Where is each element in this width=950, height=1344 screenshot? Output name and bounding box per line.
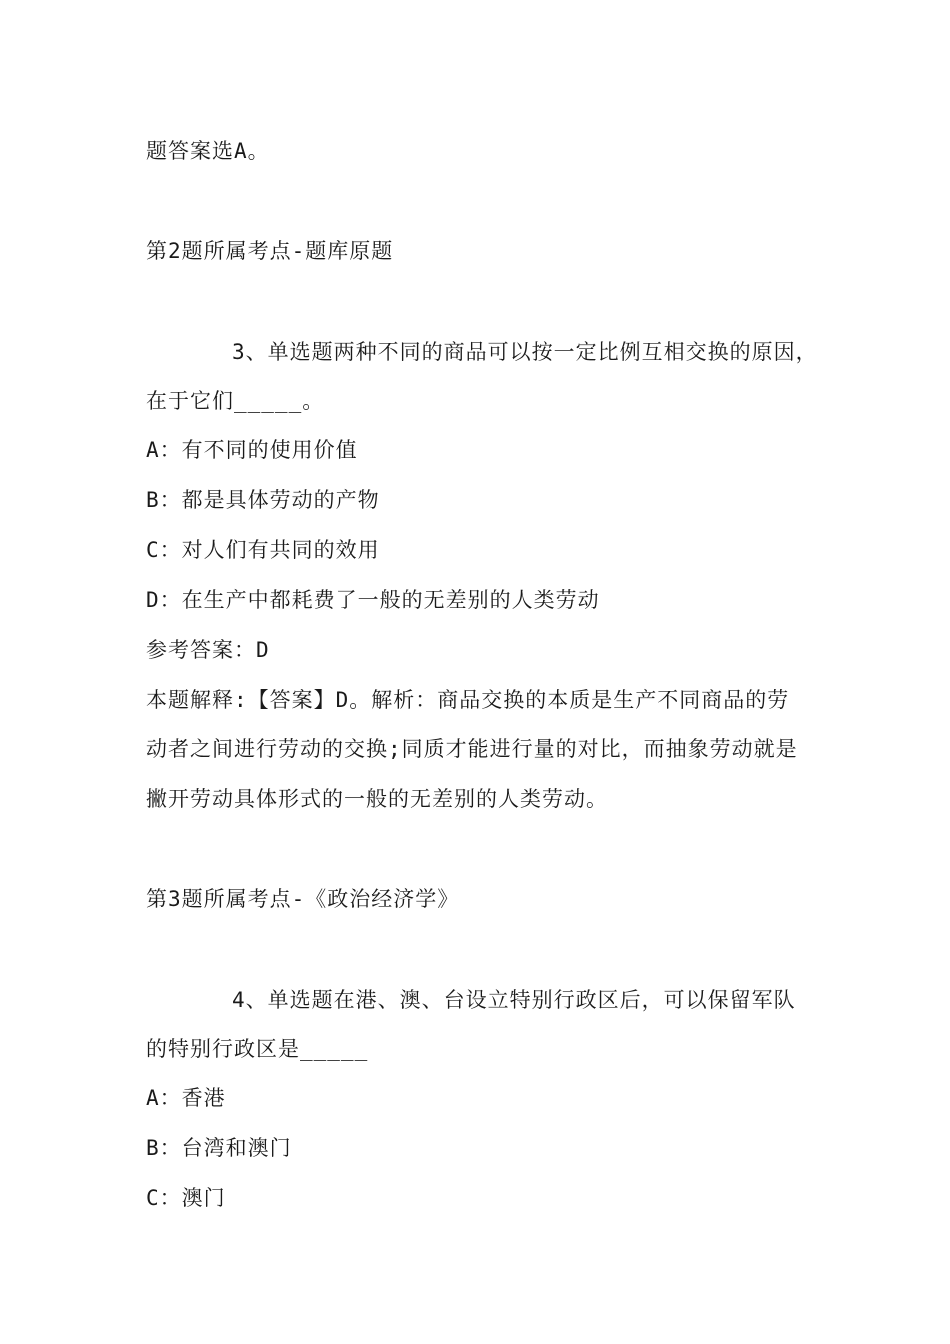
question-2-topic: 第2题所属考点-题库原题	[146, 239, 394, 263]
question-3-option-d: D：在生产中都耗费了一般的无差别的人类劳动	[146, 588, 600, 612]
question-3-option-c: C：对人们有共同的效用	[146, 538, 380, 562]
question-3-explanation-line-1: 本题解释:【答案】D。解析：商品交换的本质是生产不同商品的劳	[146, 688, 790, 712]
question-3-option-a: A：有不同的使用价值	[146, 438, 358, 462]
question-3-option-b: B：都是具体劳动的产物	[146, 488, 380, 512]
question-4-stem-line-2: 的特别行政区是_____	[146, 1037, 369, 1061]
question-3-stem-line-2: 在于它们_____。	[146, 389, 325, 413]
question-3-topic: 第3题所属考点-《政治经济学》	[146, 887, 460, 911]
question-4-option-b: B：台湾和澳门	[146, 1136, 292, 1160]
question-4-stem-line-1: 4、单选题在港、澳、台设立特别行政区后，可以保留军队	[232, 988, 796, 1012]
question-4-option-a: A：香港	[146, 1086, 226, 1110]
previous-answer-tail: 题答案选A。	[146, 139, 270, 163]
question-3-answer: 参考答案：D	[146, 638, 270, 662]
question-3-stem-line-1: 3、单选题两种不同的商品可以按一定比例互相交换的原因，	[232, 340, 818, 364]
question-3-explanation-line-3: 撇开劳动具体形式的一般的无差别的人类劳动。	[146, 787, 608, 811]
question-3-explanation-line-2: 动者之间进行劳动的交换;同质才能进行量的对比，而抽象劳动就是	[146, 737, 798, 761]
question-4-option-c: C：澳门	[146, 1186, 226, 1210]
